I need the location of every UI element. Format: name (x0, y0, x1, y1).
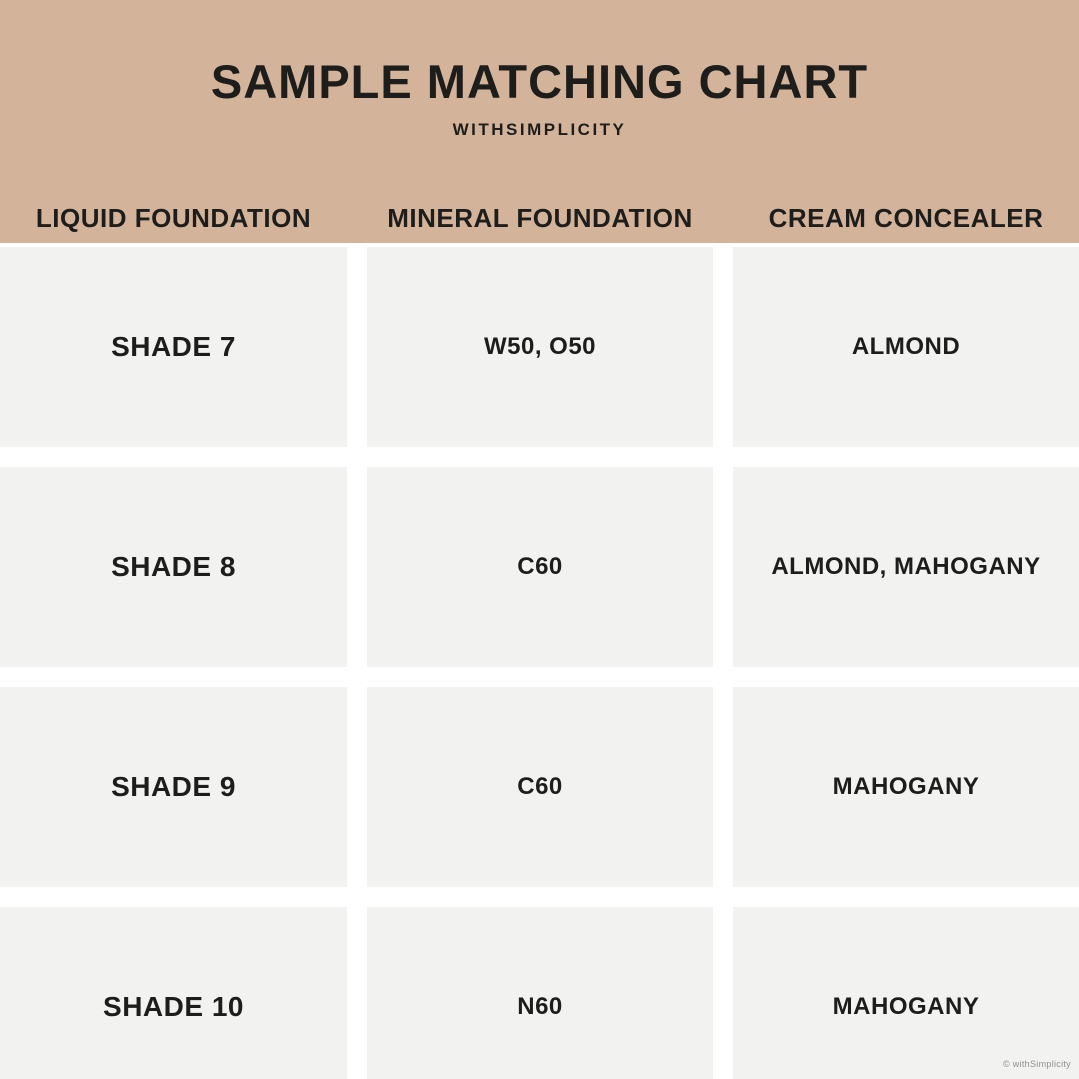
table-cell (733, 247, 1079, 447)
match-value: N60 (517, 993, 563, 1020)
column-header-mineral-foundation: MINERAL FOUNDATION (387, 203, 693, 233)
shade-label: SHADE 9 (111, 771, 236, 802)
table-cell (733, 467, 1079, 667)
match-value: ALMOND (851, 333, 961, 360)
table-cell (733, 687, 1079, 887)
column-header-liquid-foundation: LIQUID FOUNDATION (35, 203, 312, 233)
table-cell (0, 247, 347, 447)
watermark: © withSimplicity (1003, 1059, 1071, 1069)
table-cell (733, 907, 1079, 1079)
chart-header (0, 0, 1079, 243)
match-value: C60 (517, 773, 563, 800)
table-cell (367, 467, 713, 667)
match-value: W50, O50 (483, 333, 597, 360)
column-header-row (0, 203, 1079, 234)
match-value: MAHOGANY (832, 993, 980, 1020)
matching-table (0, 247, 1079, 1079)
match-value: ALMOND, MAHOGANY (771, 553, 1041, 580)
shade-label: SHADE 7 (111, 331, 236, 362)
page-title: SAMPLE MATCHING CHART (210, 55, 869, 108)
table-cell (367, 907, 713, 1079)
table-cell (0, 467, 347, 667)
brand-subtitle: WITHSIMPLICITY (452, 120, 627, 139)
match-value: C60 (517, 553, 563, 580)
match-value: MAHOGANY (832, 773, 980, 800)
shade-label: SHADE 10 (103, 991, 244, 1022)
column-header-cream-concealer: CREAM CONCEALER (768, 203, 1044, 233)
table-cell (367, 247, 713, 447)
table-cell (0, 687, 347, 887)
shade-label: SHADE 8 (111, 551, 236, 582)
table-cell (367, 687, 713, 887)
table-cell (0, 907, 347, 1079)
